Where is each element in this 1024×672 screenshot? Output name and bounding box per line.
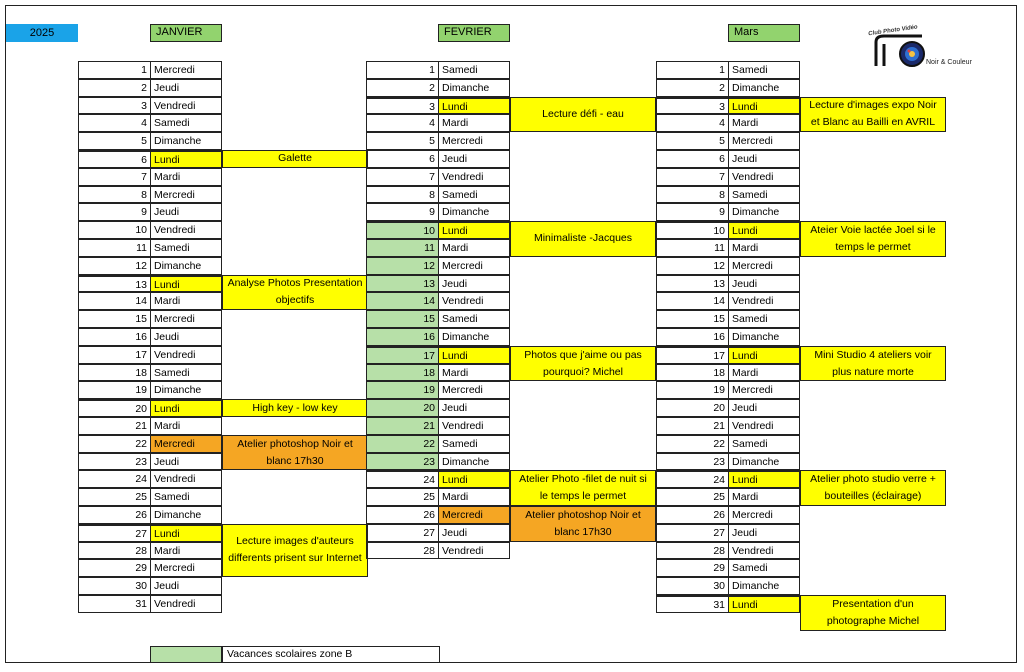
day-name: Vendredi — [728, 292, 800, 310]
year-label: 2025 — [6, 24, 78, 42]
day-row — [656, 453, 800, 471]
day-name: Mardi — [438, 114, 510, 132]
day-row — [366, 346, 510, 364]
day-row — [656, 488, 800, 506]
day-row — [366, 488, 510, 506]
day-name: Lundi — [150, 275, 222, 293]
day-row — [366, 150, 510, 168]
day-name: Jeudi — [150, 328, 222, 346]
day-name: Vendredi — [150, 595, 222, 613]
day-number: 4 — [656, 114, 728, 132]
day-number: 23 — [78, 453, 150, 471]
day-row — [78, 488, 222, 506]
day-number: 31 — [656, 595, 728, 613]
day-number: 22 — [78, 435, 150, 453]
day-number: 13 — [78, 275, 150, 293]
day-name: Vendredi — [150, 470, 222, 488]
day-number: 19 — [78, 381, 150, 399]
day-name: Lundi — [438, 97, 510, 115]
day-row — [366, 168, 510, 186]
day-number: 10 — [656, 221, 728, 239]
day-row — [656, 221, 800, 239]
day-number: 20 — [656, 399, 728, 417]
day-row — [78, 399, 222, 417]
logo-side-text: Noir & Couleur — [926, 59, 972, 66]
day-number: 4 — [78, 114, 150, 132]
day-number: 30 — [656, 577, 728, 595]
day-name: Lundi — [438, 221, 510, 239]
day-number: 26 — [366, 506, 438, 524]
day-name: Dimanche — [728, 577, 800, 595]
day-name: Dimanche — [728, 328, 800, 346]
day-number: 8 — [78, 186, 150, 204]
day-number: 16 — [656, 328, 728, 346]
day-row — [366, 275, 510, 293]
day-number: 27 — [656, 524, 728, 542]
day-row — [656, 364, 800, 382]
day-row — [366, 453, 510, 471]
day-number: 8 — [366, 186, 438, 204]
day-number: 19 — [366, 381, 438, 399]
day-name: Samedi — [728, 186, 800, 204]
day-name: Samedi — [728, 61, 800, 79]
day-number: 9 — [656, 203, 728, 221]
day-name: Jeudi — [438, 275, 510, 293]
day-number: 3 — [656, 97, 728, 115]
day-name: Jeudi — [728, 399, 800, 417]
day-number: 18 — [656, 364, 728, 382]
club-logo — [862, 18, 972, 78]
day-number: 11 — [78, 239, 150, 257]
day-row — [78, 346, 222, 364]
event-box: Atelier photoshop Noir et blanc 17h30 — [510, 506, 656, 542]
day-row — [366, 399, 510, 417]
day-name: Samedi — [150, 364, 222, 382]
day-number: 27 — [78, 524, 150, 542]
day-row — [366, 542, 510, 560]
day-number: 29 — [78, 559, 150, 577]
day-number: 7 — [78, 168, 150, 186]
day-name: Mardi — [438, 239, 510, 257]
event-box: Presentation d'un photographe Michel — [800, 595, 946, 631]
day-row — [366, 417, 510, 435]
day-row — [366, 203, 510, 221]
day-row — [656, 114, 800, 132]
day-number: 11 — [366, 239, 438, 257]
day-row — [656, 239, 800, 257]
day-number: 28 — [656, 542, 728, 560]
day-number: 12 — [656, 257, 728, 275]
day-number: 29 — [656, 559, 728, 577]
day-number: 20 — [366, 399, 438, 417]
day-name: Lundi — [728, 470, 800, 488]
day-name: Mercredi — [438, 506, 510, 524]
day-row — [78, 310, 222, 328]
day-name: Lundi — [728, 595, 800, 613]
day-row — [656, 417, 800, 435]
day-row — [366, 114, 510, 132]
day-number: 2 — [78, 79, 150, 97]
day-number: 7 — [366, 168, 438, 186]
day-name: Vendredi — [728, 542, 800, 560]
day-name: Dimanche — [728, 453, 800, 471]
day-name: Dimanche — [728, 79, 800, 97]
day-row — [656, 168, 800, 186]
day-row — [78, 381, 222, 399]
day-number: 2 — [656, 79, 728, 97]
day-row — [656, 150, 800, 168]
day-number: 16 — [78, 328, 150, 346]
day-name: Samedi — [438, 61, 510, 79]
day-name: Jeudi — [150, 577, 222, 595]
day-name: Lundi — [728, 221, 800, 239]
day-name: Jeudi — [438, 524, 510, 542]
day-name: Jeudi — [150, 203, 222, 221]
day-number: 13 — [366, 275, 438, 293]
day-number: 8 — [656, 186, 728, 204]
day-row — [366, 61, 510, 79]
month-header-mars: Mars — [728, 24, 800, 42]
day-row — [78, 506, 222, 524]
day-row — [366, 221, 510, 239]
day-name: Jeudi — [150, 453, 222, 471]
day-number: 9 — [78, 203, 150, 221]
day-row — [366, 132, 510, 150]
day-number: 6 — [656, 150, 728, 168]
day-name: Mardi — [728, 364, 800, 382]
day-row — [78, 275, 222, 293]
day-name: Vendredi — [438, 168, 510, 186]
day-number: 3 — [366, 97, 438, 115]
day-number: 26 — [656, 506, 728, 524]
day-row — [78, 595, 222, 613]
day-number: 21 — [366, 417, 438, 435]
event-box: Photos que j'aime ou pas pourquoi? Michel — [510, 346, 656, 382]
day-number: 6 — [78, 150, 150, 168]
day-name: Mardi — [728, 239, 800, 257]
day-row — [656, 275, 800, 293]
day-number: 4 — [366, 114, 438, 132]
day-name: Mardi — [150, 292, 222, 310]
day-row — [656, 328, 800, 346]
day-number: 25 — [656, 488, 728, 506]
day-name: Mardi — [150, 542, 222, 560]
day-name: Mardi — [438, 364, 510, 382]
day-number: 24 — [366, 470, 438, 488]
day-name: Vendredi — [728, 168, 800, 186]
day-row — [78, 79, 222, 97]
day-name: Samedi — [150, 114, 222, 132]
day-name: Mardi — [150, 168, 222, 186]
day-name: Mardi — [728, 488, 800, 506]
day-number: 10 — [78, 221, 150, 239]
day-number: 24 — [656, 470, 728, 488]
day-number: 30 — [78, 577, 150, 595]
day-name: Mercredi — [728, 381, 800, 399]
day-row — [656, 61, 800, 79]
event-box: Atelier photoshop Noir et blanc 17h30 — [222, 435, 368, 471]
day-number: 12 — [366, 257, 438, 275]
day-number: 3 — [78, 97, 150, 115]
day-name: Dimanche — [728, 203, 800, 221]
day-name: Mardi — [150, 417, 222, 435]
event-box: Mini Studio 4 ateliers voir plus nature morte — [800, 346, 946, 382]
event-box: High key - low key — [222, 399, 368, 417]
day-number: 22 — [366, 435, 438, 453]
day-row — [78, 221, 222, 239]
day-name: Lundi — [438, 346, 510, 364]
day-name: Samedi — [728, 559, 800, 577]
day-name: Samedi — [438, 186, 510, 204]
day-number: 23 — [656, 453, 728, 471]
day-name: Mercredi — [150, 186, 222, 204]
day-name: Dimanche — [438, 203, 510, 221]
event-box: Lecture images d'auteurs differents prisent sur Internet — [222, 524, 368, 577]
month-header-janvier: JANVIER — [150, 24, 222, 42]
day-name: Mercredi — [728, 257, 800, 275]
event-box: Galette — [222, 150, 368, 168]
day-row — [366, 364, 510, 382]
day-number: 31 — [78, 595, 150, 613]
day-name: Dimanche — [150, 381, 222, 399]
day-name: Dimanche — [438, 79, 510, 97]
day-name: Lundi — [438, 470, 510, 488]
day-name: Mardi — [728, 114, 800, 132]
day-row — [656, 381, 800, 399]
day-name: Dimanche — [438, 453, 510, 471]
day-row — [78, 364, 222, 382]
day-row — [656, 595, 800, 613]
day-row — [366, 524, 510, 542]
day-number: 19 — [656, 381, 728, 399]
day-name: Mercredi — [438, 132, 510, 150]
day-row — [366, 239, 510, 257]
day-name: Jeudi — [438, 399, 510, 417]
day-number: 10 — [366, 221, 438, 239]
day-name: Samedi — [438, 310, 510, 328]
day-row — [366, 435, 510, 453]
event-box: Atelier photo studio verre + bouteilles (éclairage) — [800, 470, 946, 506]
day-number: 1 — [78, 61, 150, 79]
day-row — [366, 470, 510, 488]
day-row — [656, 310, 800, 328]
day-name: Dimanche — [150, 506, 222, 524]
day-row — [656, 203, 800, 221]
day-row — [78, 417, 222, 435]
day-name: Dimanche — [438, 328, 510, 346]
day-row — [78, 186, 222, 204]
day-row — [366, 292, 510, 310]
day-number: 12 — [78, 257, 150, 275]
day-name: Mercredi — [150, 435, 222, 453]
day-name: Vendredi — [438, 417, 510, 435]
day-number: 1 — [366, 61, 438, 79]
day-name: Samedi — [438, 435, 510, 453]
day-row — [78, 542, 222, 560]
day-number: 23 — [366, 453, 438, 471]
day-number: 15 — [656, 310, 728, 328]
day-row — [78, 559, 222, 577]
day-row — [78, 150, 222, 168]
day-number: 16 — [366, 328, 438, 346]
day-name: Vendredi — [728, 417, 800, 435]
day-row — [656, 79, 800, 97]
day-name: Jeudi — [728, 275, 800, 293]
day-row — [78, 132, 222, 150]
day-row — [78, 168, 222, 186]
logo-top-text: Club Photo Vidéo — [867, 24, 919, 38]
day-row — [78, 239, 222, 257]
day-row — [366, 310, 510, 328]
day-name: Samedi — [150, 239, 222, 257]
day-row — [78, 470, 222, 488]
day-number: 1 — [656, 61, 728, 79]
day-number: 25 — [78, 488, 150, 506]
day-number: 15 — [366, 310, 438, 328]
day-row — [656, 559, 800, 577]
day-name: Mercredi — [150, 61, 222, 79]
day-number: 18 — [78, 364, 150, 382]
day-row — [366, 328, 510, 346]
day-row — [656, 470, 800, 488]
day-row — [656, 506, 800, 524]
day-name: Jeudi — [728, 150, 800, 168]
day-name: Mercredi — [150, 310, 222, 328]
day-name: Mercredi — [150, 559, 222, 577]
day-name: Dimanche — [150, 132, 222, 150]
day-number: 26 — [78, 506, 150, 524]
day-row — [656, 435, 800, 453]
day-row — [366, 186, 510, 204]
day-row — [78, 524, 222, 542]
legend-vacances-label: Vacances scolaires zone B — [222, 646, 440, 663]
day-name: Lundi — [728, 346, 800, 364]
day-name: Mercredi — [728, 506, 800, 524]
day-number: 11 — [656, 239, 728, 257]
day-row — [366, 381, 510, 399]
day-name: Mercredi — [728, 132, 800, 150]
day-row — [656, 97, 800, 115]
day-row — [656, 399, 800, 417]
day-number: 7 — [656, 168, 728, 186]
day-name: Samedi — [728, 310, 800, 328]
day-name: Jeudi — [150, 79, 222, 97]
event-box: Ateier Voie lactée Joel si le temps le permet — [800, 221, 946, 257]
day-row — [656, 542, 800, 560]
day-name: Vendredi — [150, 97, 222, 115]
day-number: 21 — [78, 417, 150, 435]
day-name: Mercredi — [438, 257, 510, 275]
day-row — [78, 435, 222, 453]
day-row — [656, 346, 800, 364]
day-row — [656, 257, 800, 275]
day-number: 5 — [366, 132, 438, 150]
day-row — [656, 292, 800, 310]
day-name: Jeudi — [438, 150, 510, 168]
event-box: Minimaliste -Jacques — [510, 221, 656, 257]
day-name: Lundi — [150, 399, 222, 417]
day-row — [78, 97, 222, 115]
day-row — [656, 132, 800, 150]
day-number: 28 — [366, 542, 438, 560]
day-name: Mercredi — [438, 381, 510, 399]
day-number: 28 — [78, 542, 150, 560]
day-row — [78, 203, 222, 221]
day-name: Lundi — [728, 97, 800, 115]
day-number: 17 — [78, 346, 150, 364]
day-row — [656, 577, 800, 595]
day-row — [78, 453, 222, 471]
camera-logo-icon — [862, 18, 972, 78]
day-number: 22 — [656, 435, 728, 453]
day-name: Lundi — [150, 524, 222, 542]
day-name: Samedi — [728, 435, 800, 453]
legend-vacances-swatch — [150, 646, 222, 663]
day-row — [366, 257, 510, 275]
day-number: 25 — [366, 488, 438, 506]
day-number: 5 — [656, 132, 728, 150]
day-number: 18 — [366, 364, 438, 382]
day-number: 14 — [366, 292, 438, 310]
day-row — [656, 524, 800, 542]
day-row — [78, 328, 222, 346]
day-row — [78, 577, 222, 595]
day-row — [78, 292, 222, 310]
event-box: Atelier Photo -filet de nuit si le temps le permet — [510, 470, 656, 506]
day-row — [78, 61, 222, 79]
day-name: Vendredi — [150, 221, 222, 239]
day-row — [366, 506, 510, 524]
day-number: 24 — [78, 470, 150, 488]
event-box: Analyse Photos Presentation objectifs — [222, 275, 368, 311]
day-name: Vendredi — [438, 542, 510, 560]
day-number: 14 — [656, 292, 728, 310]
day-row — [78, 257, 222, 275]
day-name: Vendredi — [150, 346, 222, 364]
day-number: 6 — [366, 150, 438, 168]
day-number: 27 — [366, 524, 438, 542]
day-number: 2 — [366, 79, 438, 97]
day-number: 9 — [366, 203, 438, 221]
month-header-fevrier: FEVRIER — [438, 24, 510, 42]
day-number: 15 — [78, 310, 150, 328]
day-name: Lundi — [150, 150, 222, 168]
day-row — [366, 79, 510, 97]
day-name: Samedi — [150, 488, 222, 506]
day-row — [78, 114, 222, 132]
day-name: Vendredi — [438, 292, 510, 310]
event-box: Lecture d'images expo Noir et Blanc au Bailli en AVRIL — [800, 97, 946, 133]
day-number: 17 — [656, 346, 728, 364]
day-number: 14 — [78, 292, 150, 310]
day-row — [656, 186, 800, 204]
day-name: Mardi — [438, 488, 510, 506]
day-number: 21 — [656, 417, 728, 435]
day-row — [366, 97, 510, 115]
day-number: 17 — [366, 346, 438, 364]
day-number: 13 — [656, 275, 728, 293]
day-name: Jeudi — [728, 524, 800, 542]
event-box: Lecture défi - eau — [510, 97, 656, 133]
day-number: 20 — [78, 399, 150, 417]
day-number: 5 — [78, 132, 150, 150]
day-name: Dimanche — [150, 257, 222, 275]
